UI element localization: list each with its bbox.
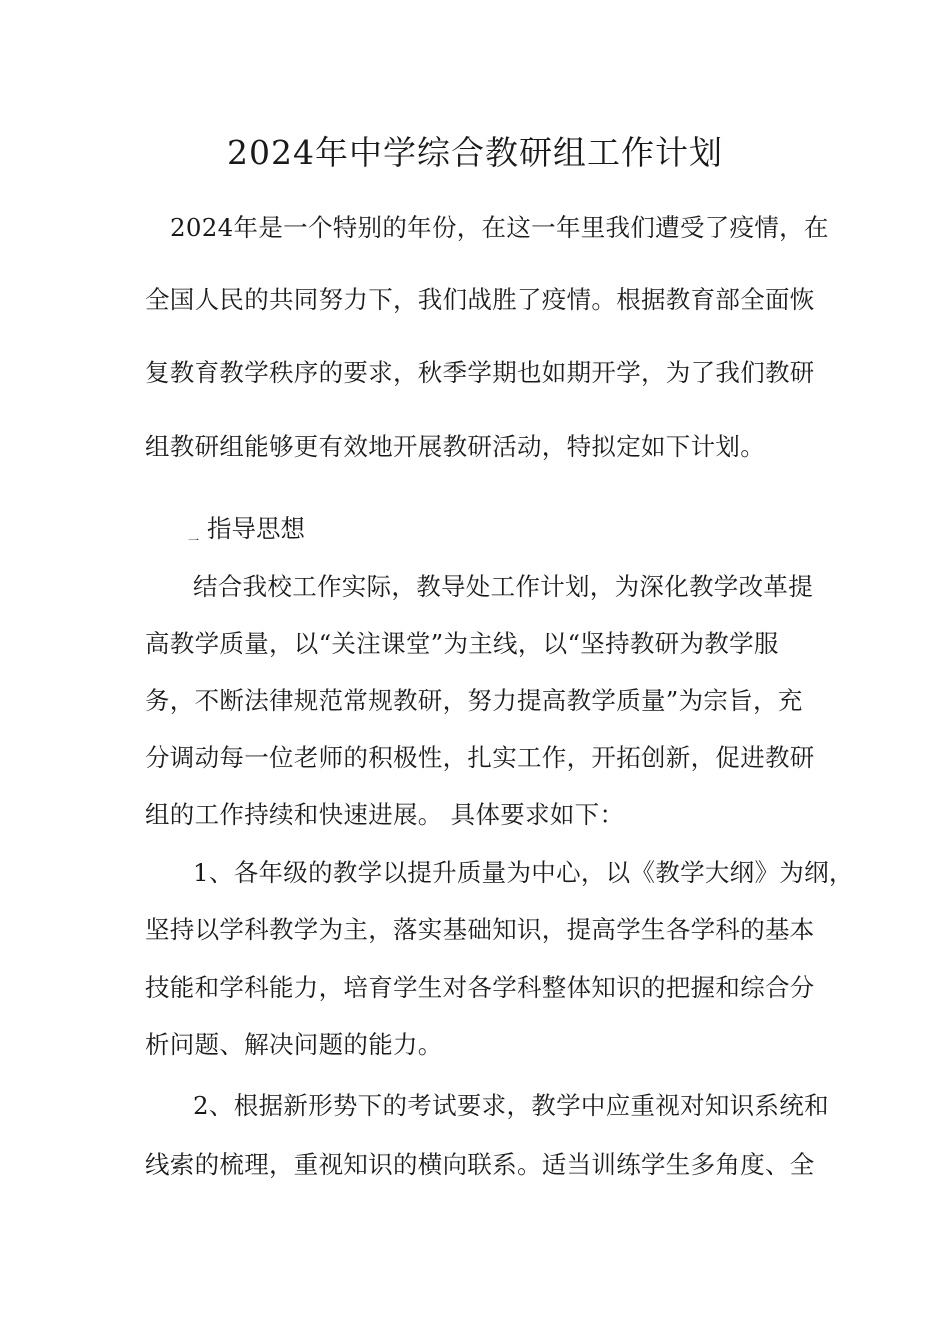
- intro-line-4: 组教研组能够更有效地开展教研活动，特拟定如下计划。: [145, 432, 765, 461]
- section-number-marker: 一: [188, 534, 199, 547]
- item1-line-4: 析问题、解决问题的能力。: [145, 1030, 443, 1059]
- intro-line-1: 2024年是一个特别的年份，在这一年里我们遭受了疫情，在: [170, 213, 829, 242]
- section-heading-guiding-ideology: 指导思想: [207, 514, 305, 543]
- item1-line-1: 1、各年级的教学以提升质量为中心，以《教学大纲》为纲，: [193, 858, 854, 887]
- section1-line-1: 结合我校工作实际，教导处工作计划，为深化教学改革提: [193, 572, 813, 601]
- item2-line-2: 线索的梳理，重视知识的横向联系。适当训练学生多角度、全: [145, 1150, 815, 1179]
- document-title: 2024年中学综合教研组工作计划: [227, 133, 723, 172]
- section1-line-2: 高教学质量，以“关注课堂”为主线，以“坚持教研为教学服: [145, 629, 779, 658]
- section1-line-4: 分调动每一位老师的积极性，扎实工作，开拓创新，促进教研: [145, 743, 815, 772]
- section1-line-5: 组的工作持续和快速进展。 具体要求如下：: [145, 800, 625, 829]
- item1-line-2: 坚持以学科教学为主，落实基础知识，提高学生各学科的基本: [145, 915, 815, 944]
- section1-line-3: 务，不断法律规范常规教研，努力提高教学质量”为宗旨，充: [145, 686, 803, 715]
- item2-line-1: 2、根据新形势下的考试要求，教学中应重视对知识系统和: [193, 1091, 829, 1120]
- intro-line-2: 全国人民的共同努力下，我们战胜了疫情。根据教育部全面恢: [145, 285, 815, 314]
- intro-line-3: 复教育教学秩序的要求，秋季学期也如期开学，为了我们教研: [145, 358, 815, 387]
- item1-line-3: 技能和学科能力，培育学生对各学科整体知识的把握和综合分: [145, 973, 815, 1002]
